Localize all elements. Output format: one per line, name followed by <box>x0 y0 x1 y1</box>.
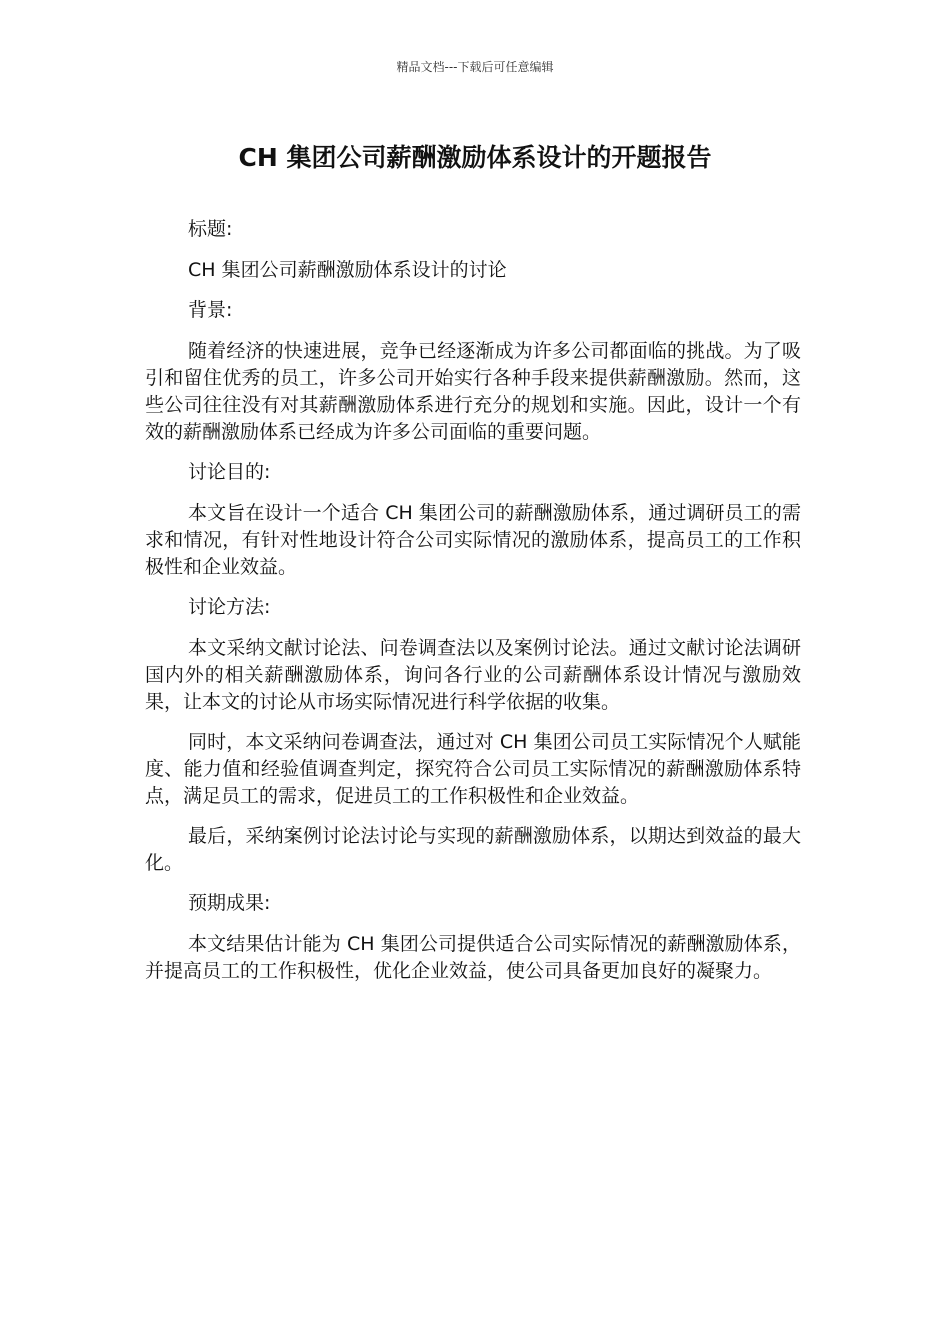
section-label-background: 背景: <box>188 299 233 321</box>
section-label-outcomes: 预期成果: <box>188 892 271 914</box>
methods-paragraph-3: 最后，采纳案例讨论法讨论与实现的薪酬激励体系，以期达到效益的最大化。 <box>145 825 801 874</box>
section-label-methods: 讨论方法: <box>188 596 271 618</box>
document-body <box>145 216 801 998</box>
methods-paragraph-1: 本文采纳文献讨论法、问卷调查法以及案例讨论法。通过文献讨论法调研国内外的相关薪酬激励体系，询问各行业的公司薪酬体系设计情况与激励效果，让本文的讨论从市场实际情况进行科学依据的收集。 <box>145 637 801 713</box>
methods-paragraph-2: 同时，本文采纳问卷调查法，通过对 CH 集团公司员工实际情况个人赋能度、能力值和经验值调查判定，探究符合公司员工实际情况的薪酬激励体系特点，满足员工的需求，促进员工的工作积极性和企业效益。 <box>145 731 801 807</box>
section-label-purpose: 讨论目的: <box>188 461 271 483</box>
document-title: CH 集团公司薪酬激励体系设计的开题报告 <box>238 143 712 172</box>
title-text: CH 集团公司薪酬激励体系设计的讨论 <box>188 259 507 281</box>
outcomes-paragraph: 本文结果估计能为 CH 集团公司提供适合公司实际情况的薪酬激励体系，并提高员工的工作积极性，优化企业效益，使公司具备更加良好的凝聚力。 <box>145 933 801 982</box>
section-label-title: 标题: <box>188 218 233 240</box>
purpose-paragraph: 本文旨在设计一个适合 CH 集团公司的薪酬激励体系，通过调研员工的需求和情况，有针对性地设计符合公司实际情况的激励体系，提高员工的工作积极性和企业效益。 <box>145 502 801 578</box>
background-paragraph: 随着经济的快速进展，竞争已经逐渐成为许多公司都面临的挑战。为了吸引和留住优秀的员工，许多公司开始实行各种手段来提供薪酬激励。然而，这些公司往往没有对其薪酬激励体系进行充分的规划和实施。因此，设计一个有效的薪酬激励体系已经成为许多公司面临的重要问题。 <box>145 340 801 443</box>
header-note: 精品文档---下载后可任意编辑 <box>396 60 554 74</box>
